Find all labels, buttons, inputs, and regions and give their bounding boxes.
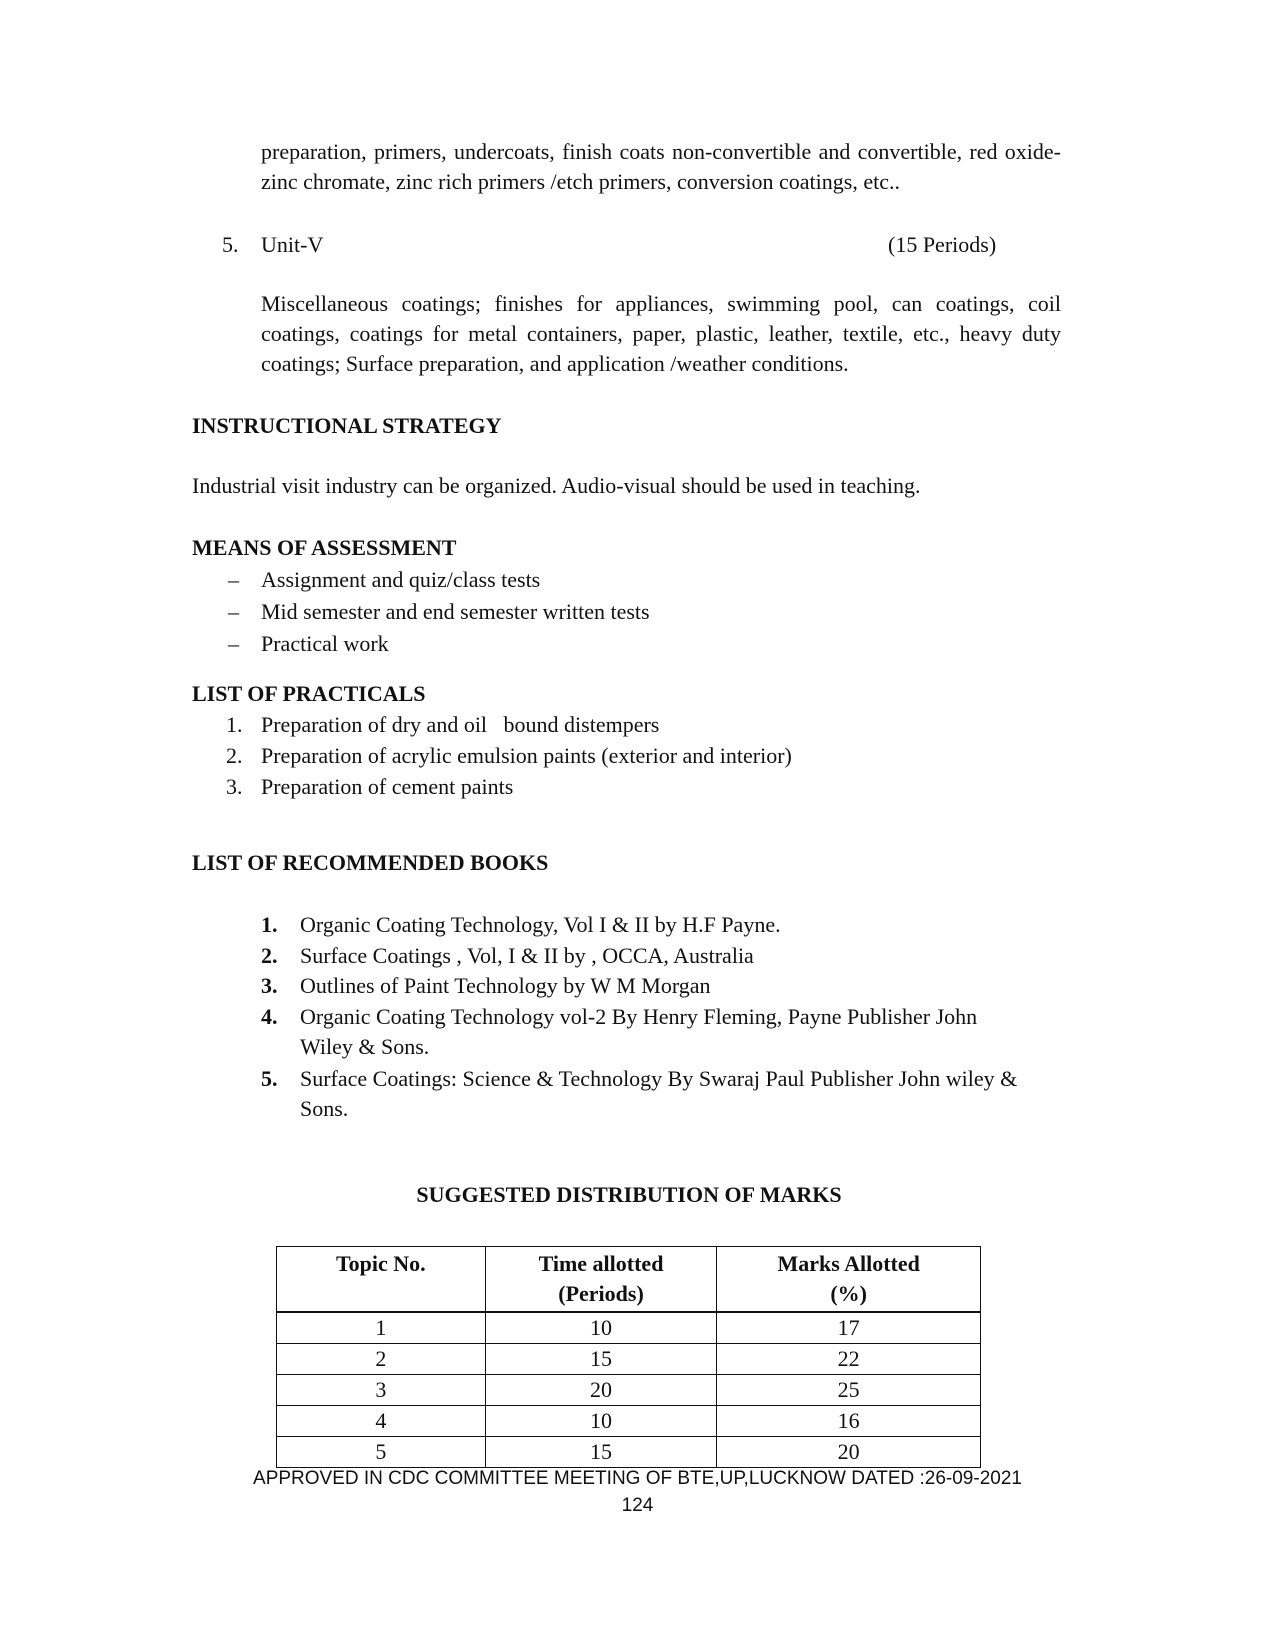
instructional-strategy-text: Industrial visit industry can be organized. Audio-visual should be used in teaching. bbox=[192, 473, 921, 498]
table-cell: 10 bbox=[485, 1312, 717, 1344]
unit5-title: Unit-V bbox=[261, 232, 324, 257]
unit5-periods: (15 Periods) bbox=[888, 232, 997, 257]
table-cell: 25 bbox=[717, 1375, 981, 1406]
table-row bbox=[277, 1312, 981, 1344]
column-header-marks: Marks Allotted (%) bbox=[717, 1247, 981, 1313]
instructional-strategy-heading: INSTRUCTIONAL STRATEGY bbox=[192, 413, 502, 438]
table-cell: 15 bbox=[485, 1344, 717, 1375]
recommended-books-heading: LIST OF RECOMMENDED BOOKS bbox=[192, 850, 549, 875]
table-cell: 17 bbox=[717, 1312, 981, 1344]
marks-table bbox=[276, 1246, 981, 1468]
table-row bbox=[277, 1344, 981, 1375]
column-header-time: Time allotted (Periods) bbox=[485, 1247, 717, 1313]
table-header-row bbox=[277, 1247, 981, 1313]
table-cell: 20 bbox=[485, 1375, 717, 1406]
unit5-description: Miscellaneous coatings; finishes for appliances, swimming pool, can coatings, coil coatings, coatings for metal containers, paper, plastic, leather, textile, etc., heavy duty coatings; Surface preparation, and application /weather conditions. bbox=[261, 291, 1061, 376]
table-cell: 20 bbox=[717, 1437, 981, 1468]
table-cell: 4 bbox=[277, 1406, 486, 1437]
unit5-number: 5. bbox=[222, 232, 239, 257]
table-cell: 10 bbox=[485, 1406, 717, 1437]
list-of-practicals-heading: LIST OF PRACTICALS bbox=[192, 681, 426, 706]
means-of-assessment-heading: MEANS OF ASSESSMENT bbox=[192, 535, 457, 560]
table-row bbox=[277, 1437, 981, 1468]
intro-paragraph: preparation, primers, undercoats, finish coats non-convertible and convertible, red oxide-zinc chromate, zinc rich primers /etch primers, conversion coatings, etc.. bbox=[261, 139, 1061, 194]
table-row bbox=[277, 1406, 981, 1437]
table-row bbox=[277, 1375, 981, 1406]
page-number: 124 bbox=[621, 1495, 654, 1516]
table-cell: 2 bbox=[277, 1344, 486, 1375]
table-cell: 3 bbox=[277, 1375, 486, 1406]
table-cell: 15 bbox=[485, 1437, 717, 1468]
marks-distribution-heading: SUGGESTED DISTRIBUTION OF MARKS bbox=[416, 1182, 842, 1207]
footer-approval: APPROVED IN CDC COMMITTEE MEETING OF BTE,UP,LUCKNOW DATED :26-09-2021 bbox=[253, 1468, 1022, 1489]
table-cell: 5 bbox=[277, 1437, 486, 1468]
table-cell: 22 bbox=[717, 1344, 981, 1375]
table-cell: 1 bbox=[277, 1312, 486, 1344]
column-header-topic: Topic No. bbox=[277, 1247, 486, 1313]
table-cell: 16 bbox=[717, 1406, 981, 1437]
